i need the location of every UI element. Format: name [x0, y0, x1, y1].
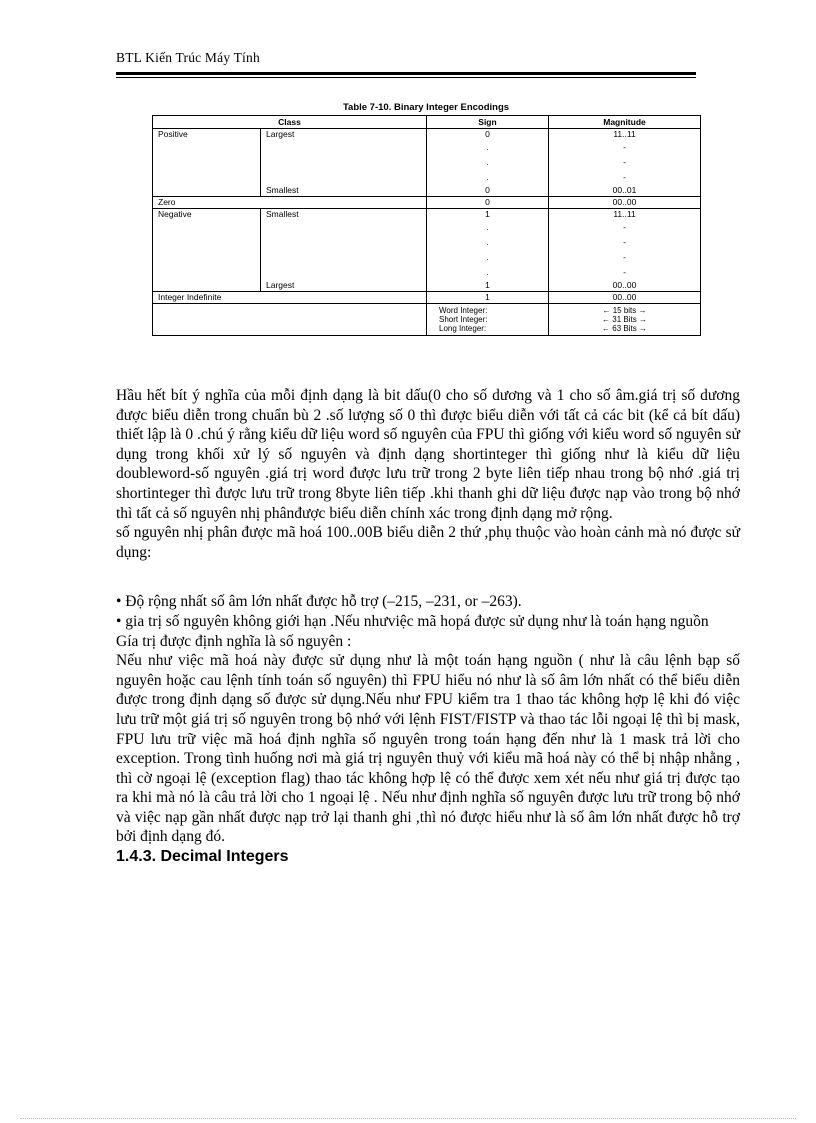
cell-widths-bits	[549, 304, 701, 336]
negative-sign-dot-4: .	[486, 267, 489, 277]
header-rule-thick	[116, 72, 696, 75]
paragraph-1: Hầu hết bít ý nghĩa của mỗi định dạng là bit dấu(0 cho số dương và 1 cho số âm.giá trị số dương được biểu diễn trong chuẩn bù 2 .số lượng số 0 thì được biểu diễn với tất cả các bit (kể cả bít dấu) thiết lập là 0 .chú ý rằng kiểu dữ liệu word số nguyên của FPU thì giống với kiểu word số nguyên sử dụng trong khối xử lý số nguyên và định dạng shortinteger thì giống như là kiểu dữ liệu doubleword-số nguyên .giá trị word được lưu trữ trong 2 byte liên tiếp nhau trong bộ nhớ .giá trị shortinteger thì được lưu trữ trong 8byte liên tiếp .khi thanh ghi dữ liệu được nạp vào trong bộ nhớ thì tất cả số nguyên nhị phânđược biểu diễn chính xác trong định dạng mở rộng.	[116, 387, 740, 522]
paragraph-4: Nếu như việc mã hoá này được sử dụng như là một toán hạng nguồn ( như là câu lệnh bạp số nguyên hoặc cau lệnh tính toán số nguyên) thì FPU hiểu nó như là số âm lớn nhất có thể biểu diễn được trong định dạng số được sử dụng.Nếu như FPU kiểm tra 1 thao tác không hợp lệ khi đó việc lưu trữ một giá trị số nguyên trong bộ nhớ với lệnh FIST/FISTP và thao tác lỗi ngoại lệ thì bị mask, FPU lưu trữ việc mã hoá định nghĩa số nguyên trong toán hạng đến như là 1 mask trả lời cho exception. Trong tình huống nơi mà giá trị nguyên thuỷ với kiểu mã hoá này có thể bị nhập nhằng , thì cờ ngoại lệ (exception flag) thao tác không hợp lệ có thể được xem xét nếu như giá trị được tạo ra khi mà nó là câu trả lời cho 1 ngoại lệ . Nếu như định nghĩa số nguyên được lưu trữ trong bộ nhớ và việc nạp gần nhất được nạp trở lại thanh ghi ,thì nó được hiểu như là số âm lớn nhất được hỗ trợ bởi định dạng đó.	[116, 652, 740, 846]
positive-label: Positive	[158, 129, 188, 139]
section-heading: 1.4.3. Decimal Integers	[116, 848, 289, 866]
negative-sign-dot-3: .	[486, 252, 489, 262]
negative-label: Negative	[158, 209, 192, 219]
cell-positive-sub	[261, 129, 427, 197]
table-row-zero	[153, 197, 701, 209]
positive-mag-dash-1: -	[623, 142, 626, 152]
page-header: BTL Kiến Trúc Máy Tính	[116, 50, 260, 65]
bullet-item-1: • Độ rộng nhất số âm lớn nhất được hỗ trợ (–215, –231, or –263).	[116, 593, 522, 611]
positive-sign-smallest: 0	[485, 185, 490, 195]
col-sign: Sign	[427, 116, 549, 129]
positive-mag-dash-3: -	[623, 172, 626, 182]
word-integer-label: Word Integer:	[439, 306, 488, 315]
col-magnitude: Magnitude	[549, 116, 701, 129]
table-row-positive	[153, 129, 701, 197]
cell-widths-labels	[427, 304, 549, 336]
binary-integer-encodings-table	[152, 115, 701, 336]
footer-divider	[20, 1118, 796, 1119]
cell-indefinite-sign	[427, 292, 549, 304]
zero-label: Zero	[158, 197, 176, 207]
indefinite-magnitude: 00..00	[612, 292, 637, 302]
positive-sign-dot-2: .	[486, 157, 489, 167]
cell-positive-magnitude	[549, 129, 701, 197]
cell-zero-sign	[427, 197, 549, 209]
negative-mag-dash-1: -	[623, 222, 626, 232]
negative-sign-largest: 1	[485, 280, 490, 290]
word-bits: ← 15 bits →	[602, 306, 647, 315]
cell-zero-label	[153, 197, 427, 209]
negative-mag-dash-3: -	[623, 252, 626, 262]
table-row-negative	[153, 209, 701, 292]
short-integer-label: Short Integer:	[439, 315, 488, 324]
bullet-item-2: • gia trị số nguyên không giới hạn .Nếu nhưviệc mã hopá được sử dụng như là toán hạng nguồn	[116, 612, 709, 630]
header-rule-thin	[116, 77, 696, 78]
cell-negative-sub	[261, 209, 427, 292]
table-caption: Table 7-10. Binary Integer Encodings	[342, 102, 510, 113]
long-integer-label: Long Integer:	[439, 324, 487, 333]
zero-sign: 0	[485, 197, 490, 207]
body-text	[116, 386, 740, 867]
indefinite-sign: 1	[485, 292, 490, 302]
positive-largest-label: Largest	[266, 129, 295, 139]
cell-widths-empty	[153, 304, 427, 336]
negative-smallest-label: Smallest	[266, 209, 299, 219]
negative-mag-dash-2: -	[623, 237, 626, 247]
positive-mag-dash-2: -	[623, 157, 626, 167]
table-row-indefinite	[153, 292, 701, 304]
cell-zero-magnitude	[549, 197, 701, 209]
col-class: Class	[153, 116, 427, 129]
paragraph-2: số nguyên nhị phân được mã hoá 100..00B biểu diễn 2 thứ ,phụ thuộc vào hoàn cảnh mà nó được sử dụng:	[116, 524, 740, 561]
cell-negative-label	[153, 209, 261, 292]
negative-sign-smallest: 1	[485, 209, 490, 219]
long-bits: ← 63 Bits →	[602, 324, 647, 333]
negative-mag-largest: 00..00	[612, 280, 637, 290]
spacer	[116, 562, 740, 592]
cell-positive-label	[153, 129, 261, 197]
positive-smallest-label: Smallest	[266, 185, 299, 195]
cell-negative-sign	[427, 209, 549, 292]
negative-mag-dash-4: -	[623, 267, 626, 277]
cell-negative-magnitude	[549, 209, 701, 292]
negative-sign-dot-1: .	[486, 222, 489, 232]
positive-sign-dot-3: .	[486, 172, 489, 182]
positive-mag-smallest: 00..01	[612, 185, 637, 195]
negative-sign-dot-2: .	[486, 237, 489, 247]
cell-positive-sign	[427, 129, 549, 197]
table-row-widths	[153, 304, 701, 336]
indefinite-label: Integer Indefinite	[158, 292, 222, 302]
zero-magnitude: 00..00	[612, 197, 637, 207]
cell-indefinite-label	[153, 292, 427, 304]
short-bits: ← 31 Bits →	[602, 315, 647, 324]
positive-sign-largest: 0	[485, 129, 490, 139]
table-header-row	[153, 116, 701, 129]
negative-largest-label: Largest	[266, 280, 295, 290]
positive-sign-dot-1: .	[486, 142, 489, 152]
cell-indefinite-magnitude	[549, 292, 701, 304]
negative-mag-smallest: 11..11	[613, 209, 636, 219]
paragraph-3: Gía trị được định nghĩa là số nguyên :	[116, 632, 352, 650]
positive-mag-largest: 11..11	[613, 129, 636, 139]
